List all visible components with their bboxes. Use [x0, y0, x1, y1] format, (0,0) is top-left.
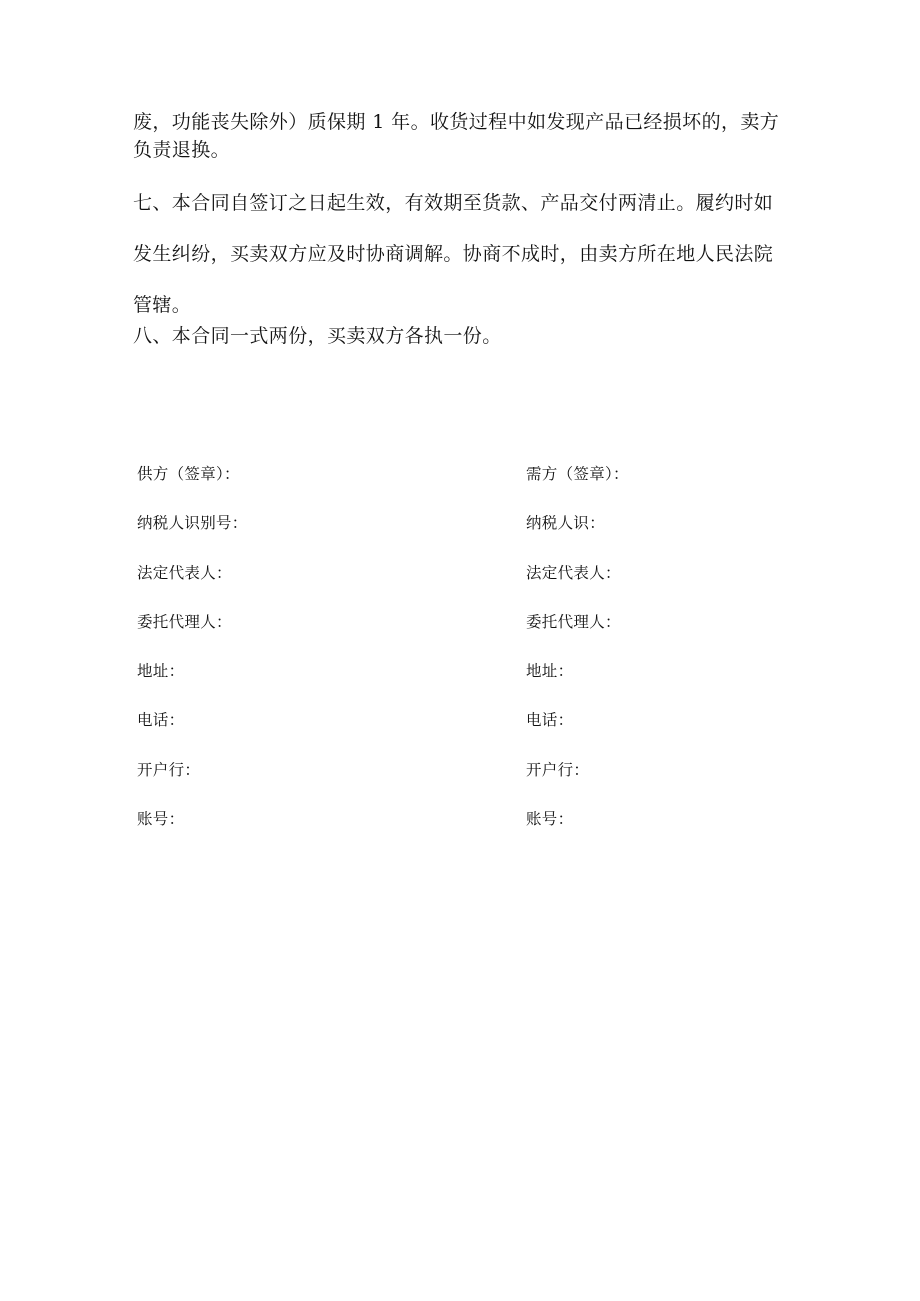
- buyer-signature-block: [526, 460, 629, 854]
- clause-line: 八、本合同一式两份，买卖双方各执一份。: [133, 325, 502, 347]
- supplier-signature-block: [137, 460, 248, 854]
- clause-line: 废，功能丧失除外）质保期 1 年。收货过程中如发现产品已经损坏的，卖方: [133, 111, 780, 133]
- supplier-agent-label: 委托代理人：: [137, 612, 232, 631]
- clause-eight: [133, 322, 798, 350]
- buyer-agent-label: 委托代理人：: [526, 612, 621, 631]
- buyer-legal-rep-label: 法定代表人：: [526, 563, 621, 582]
- supplier-legal-rep-label: 法定代表人：: [137, 563, 232, 582]
- buyer-party-label: 需方（签章）：: [526, 465, 629, 483]
- supplier-account-label: 账号：: [137, 810, 185, 829]
- clause-seven: [133, 178, 798, 331]
- clause-line: 发生纠纷，买卖双方应及时协商调解。协商不成时，由卖方所在地人民法院: [133, 243, 774, 265]
- clause-line: 七、本合同自签订之日起生效，有效期至货款、产品交付两清止。履约时如: [133, 192, 774, 214]
- buyer-account-label: 账号：: [526, 810, 574, 829]
- supplier-phone-label: 电话：: [137, 711, 185, 730]
- supplier-bank-label: 开户行：: [137, 760, 201, 779]
- buyer-tax-id-label: 纳税人识：: [526, 514, 606, 533]
- supplier-party-label: 供方（签章）：: [137, 465, 240, 483]
- supplier-tax-id-label: 纳税人识别号：: [137, 514, 248, 533]
- clause-line: 负责退换。: [133, 139, 231, 161]
- clause-warranty: [133, 108, 798, 164]
- buyer-address-label: 地址：: [526, 662, 574, 681]
- buyer-bank-label: 开户行：: [526, 760, 590, 779]
- clause-line: 管辖。: [133, 294, 192, 316]
- supplier-address-label: 地址：: [137, 662, 185, 681]
- buyer-phone-label: 电话：: [526, 711, 574, 730]
